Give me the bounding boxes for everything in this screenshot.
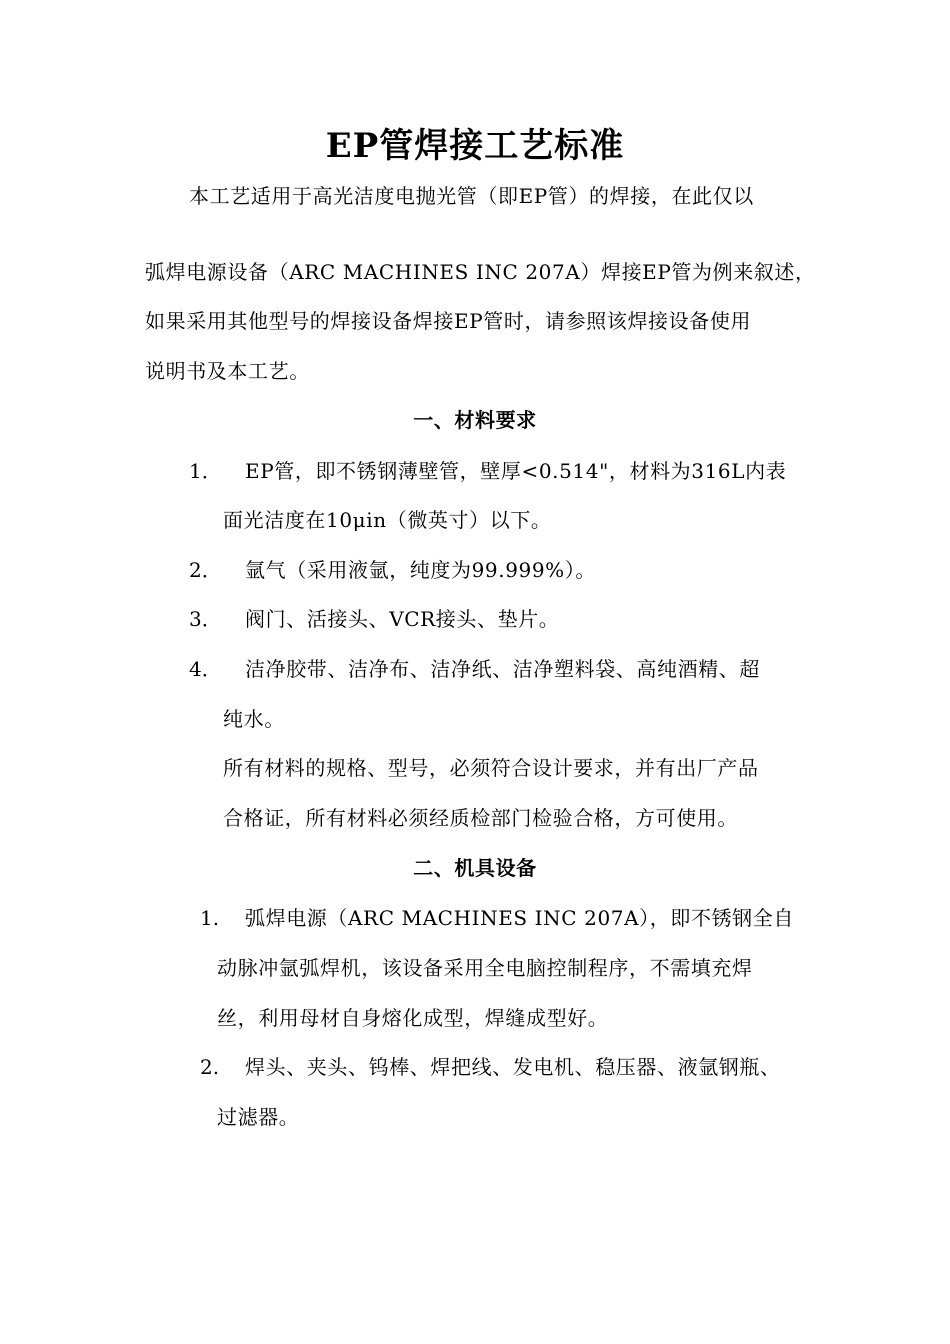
intro-line: 本工艺适用于高光洁度电抛光管（即EP管）的焊接，在此仅以: [189, 184, 754, 208]
list-item-number: 1.: [200, 906, 220, 930]
list-item-text: 过滤器。: [217, 1105, 300, 1129]
document-title: EP管焊接工艺标准: [325, 126, 625, 166]
list-item-text: 焊头、夹头、钨棒、焊把线、发电机、稳压器、液氩钢瓶、: [245, 1055, 781, 1079]
list-item-number: 1．: [189, 459, 222, 483]
list-item-number: 4．: [189, 657, 222, 681]
list-item-number: 2.: [200, 1055, 220, 1079]
intro-line: 说明书及本工艺。: [145, 359, 310, 383]
list-item-text: 动脉冲氩弧焊机，该设备采用全电脑控制程序，不需填充焊: [217, 956, 753, 980]
list-item-number: 2．: [189, 558, 222, 582]
list-item-text: 洁净胶带、洁净布、洁净纸、洁净塑料袋、高纯酒精、超: [245, 657, 760, 681]
intro-line: 如果采用其他型号的焊接设备焊接EP管时，请参照该焊接设备使用: [145, 309, 752, 333]
note-line: 所有材料的规格、型号，必须符合设计要求，并有出厂产品: [223, 756, 759, 780]
note-line: 合格证，所有材料必须经质检部门检验合格，方可使用。: [223, 806, 738, 830]
list-item-text: 面光洁度在10μin（微英寸）以下。: [223, 508, 552, 532]
list-item-text: 丝，利用母材自身熔化成型，焊缝成型好。: [217, 1006, 609, 1030]
list-item-text: 阀门、活接头、VCR接头、垫片。: [245, 607, 560, 631]
list-item-text: 弧焊电源（ARC MACHINES INC 207A），即不锈钢全自: [245, 906, 794, 930]
section-heading-equipment: 二、机具设备: [413, 856, 537, 880]
list-item-text: 氩气（采用液氩，纯度为99.999%）。: [245, 558, 596, 582]
list-item-number: 3．: [189, 607, 222, 631]
intro-line: 弧焊电源设备（ARC MACHINES INC 207A）焊接EP管为例来叙述，: [145, 260, 816, 284]
section-heading-materials: 一、材料要求: [413, 408, 537, 432]
list-item-text: 纯水。: [223, 707, 285, 731]
list-item-text: EP管，即不锈钢薄壁管，壁厚<0.514"，材料为316L内表: [245, 459, 787, 483]
